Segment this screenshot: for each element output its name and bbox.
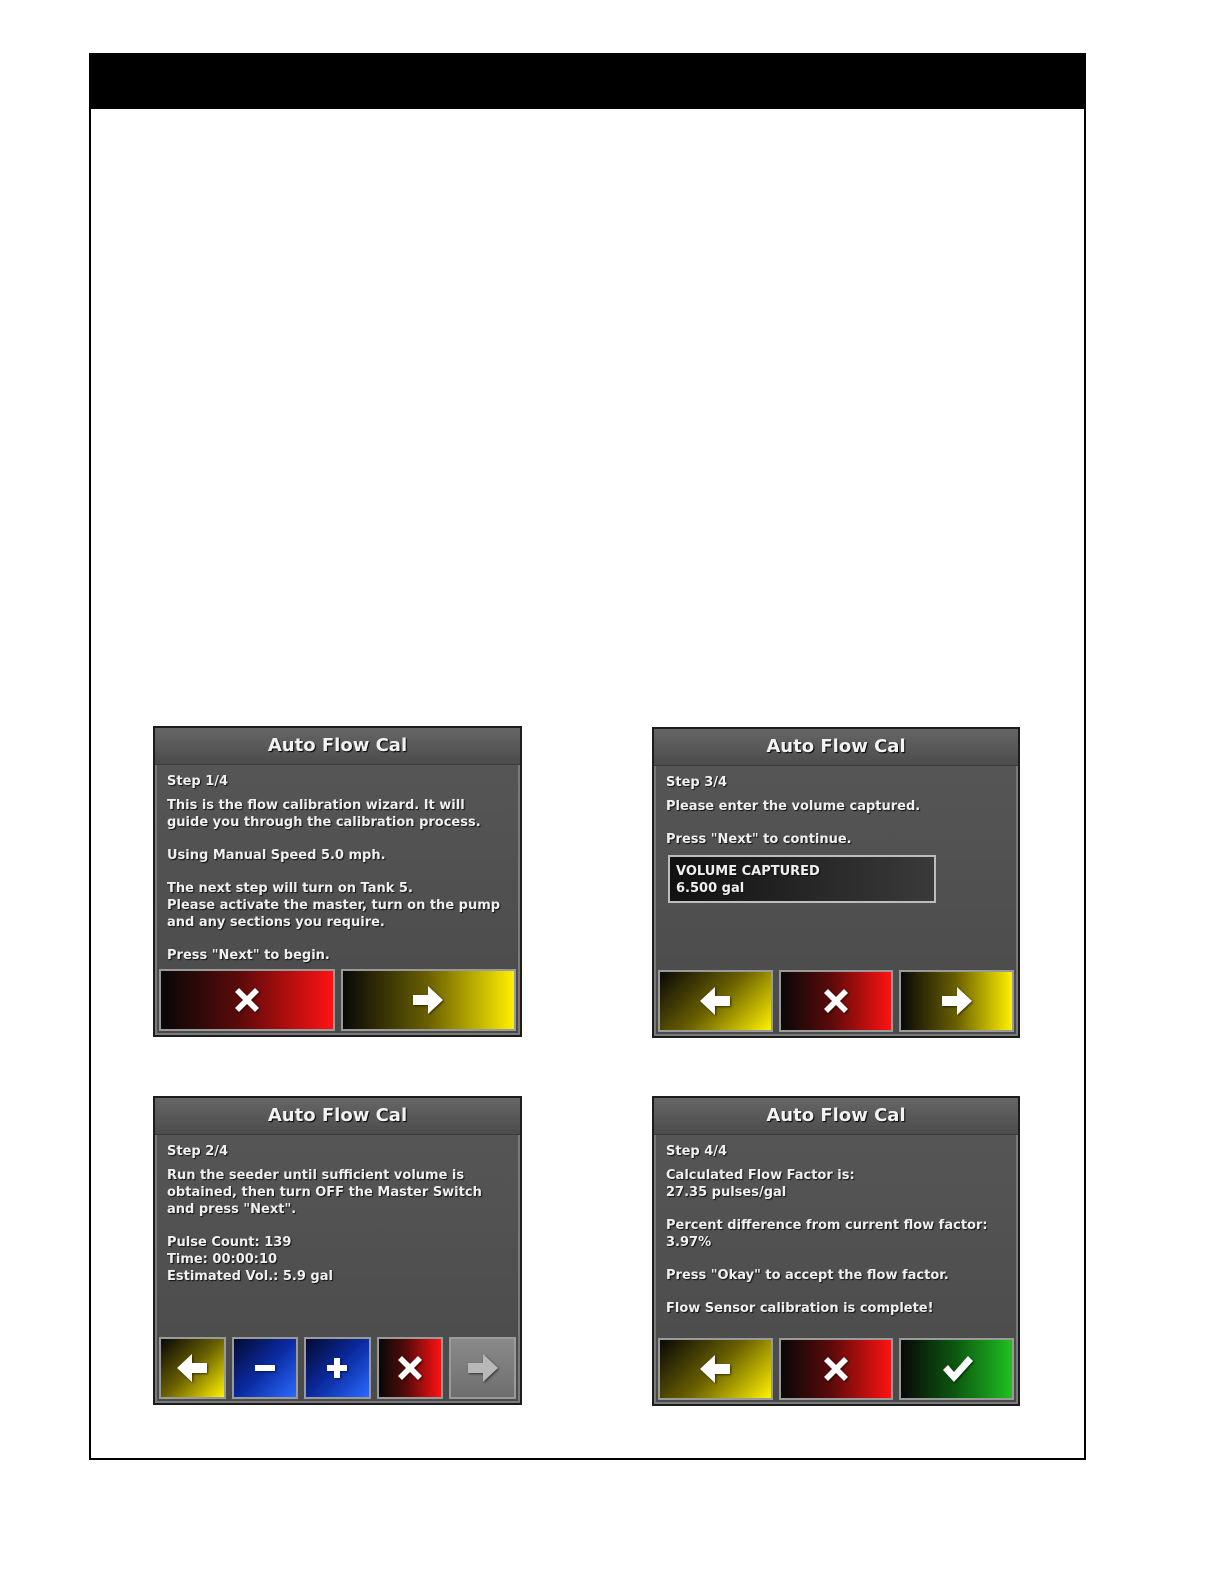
intro-text: This is the flow calibration wizard. It will guide you through the calibration process.: [167, 798, 481, 830]
back-button[interactable]: [159, 1337, 226, 1399]
speed-text: Using Manual Speed 5.0 mph.: [167, 848, 386, 863]
next-button-disabled: [449, 1337, 516, 1399]
arrow-right-icon: [408, 980, 448, 1020]
enter-volume-text: Please enter the volume captured.: [666, 799, 921, 814]
pulse-count: Pulse Count: 139: [167, 1235, 292, 1250]
dialog-body: [654, 766, 1018, 903]
button-row: [159, 969, 516, 1031]
next-button[interactable]: [341, 969, 517, 1031]
arrow-left-icon: [695, 1349, 735, 1389]
decrease-button[interactable]: [232, 1337, 299, 1399]
button-row: [658, 970, 1014, 1032]
percent-difference-label: Percent difference from current flow factor:: [666, 1218, 988, 1233]
step-indicator: Step 3/4: [666, 775, 728, 790]
dialog-title: Auto Flow Cal: [155, 1098, 520, 1135]
increase-button[interactable]: [304, 1337, 371, 1399]
dialog-body: [155, 1135, 520, 1285]
x-icon: [227, 980, 267, 1020]
dialog-step-4: [652, 1096, 1020, 1406]
arrow-right-icon: [463, 1348, 503, 1388]
cancel-button[interactable]: [159, 969, 335, 1031]
arrow-left-icon: [172, 1348, 212, 1388]
back-button[interactable]: [658, 1338, 773, 1400]
dialog-body: [155, 765, 520, 964]
arrow-right-icon: [937, 981, 977, 1021]
minus-icon: [245, 1348, 285, 1388]
volume-captured-label: VOLUME CAPTURED: [676, 864, 820, 879]
step-indicator: Step 2/4: [167, 1144, 229, 1159]
dialog-title: Auto Flow Cal: [654, 729, 1018, 766]
begin-text: Press "Next" to begin.: [167, 948, 330, 963]
step-indicator: Step 1/4: [167, 774, 229, 789]
plus-icon: [317, 1348, 357, 1388]
dialog-title: Auto Flow Cal: [654, 1098, 1018, 1135]
x-icon: [816, 1349, 856, 1389]
x-icon: [390, 1348, 430, 1388]
dialog-step-3: [652, 727, 1020, 1038]
next-button[interactable]: [899, 970, 1014, 1032]
percent-difference-value: 3.97%: [666, 1235, 712, 1250]
flow-factor-label: Calculated Flow Factor is:: [666, 1168, 855, 1183]
dialog-title: Auto Flow Cal: [155, 728, 520, 765]
page-header-bar: [91, 55, 1084, 109]
button-row: [159, 1337, 516, 1399]
dialog-body: [654, 1135, 1018, 1317]
activate-text: Please activate the master, turn on the pump and any sections you require.: [167, 898, 501, 930]
okay-button[interactable]: [899, 1338, 1014, 1400]
instruction-text: Run the seeder until sufficient volume is obtained, then turn OFF the Master Switch and press "Next".: [167, 1168, 482, 1217]
dialog-step-2: [153, 1096, 522, 1405]
step-indicator: Step 4/4: [666, 1144, 728, 1159]
elapsed-time: Time: 00:00:10: [167, 1252, 278, 1267]
cancel-button[interactable]: [377, 1337, 444, 1399]
tank-text: The next step will turn on Tank 5.: [167, 881, 413, 896]
complete-text: Flow Sensor calibration is complete!: [666, 1301, 934, 1316]
arrow-left-icon: [695, 981, 735, 1021]
cancel-button[interactable]: [779, 1338, 894, 1400]
volume-captured-field[interactable]: [668, 855, 936, 903]
continue-text: Press "Next" to continue.: [666, 832, 852, 847]
button-row: [658, 1338, 1014, 1400]
dialog-step-1: [153, 726, 522, 1037]
accept-text: Press "Okay" to accept the flow factor.: [666, 1268, 949, 1283]
x-icon: [816, 981, 856, 1021]
checkmark-icon: [937, 1349, 977, 1389]
cancel-button[interactable]: [779, 970, 894, 1032]
estimated-volume: Estimated Vol.: 5.9 gal: [167, 1269, 333, 1284]
volume-captured-value: 6.500 gal: [676, 881, 745, 896]
back-button[interactable]: [658, 970, 773, 1032]
flow-factor-value: 27.35 pulses/gal: [666, 1185, 787, 1200]
